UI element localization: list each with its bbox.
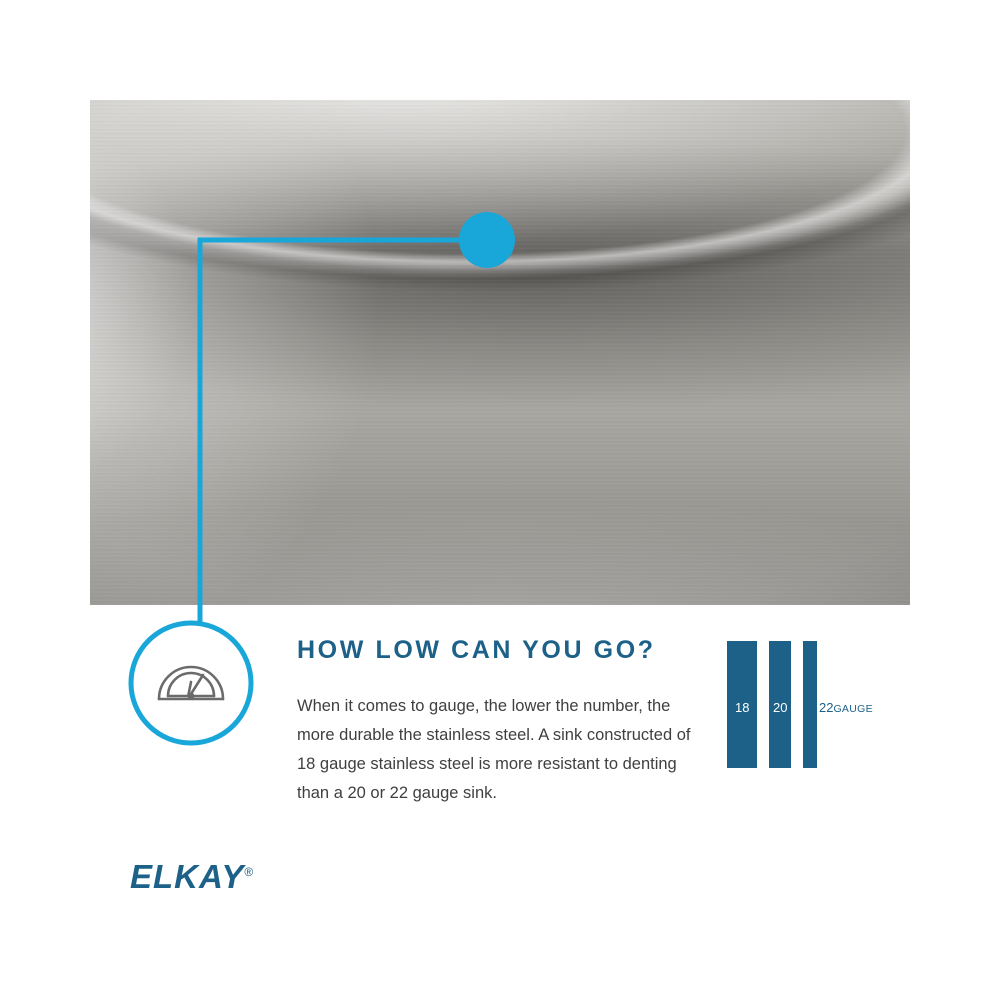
- registered-mark: ®: [244, 865, 255, 879]
- gauge-needle-pivot: [188, 693, 195, 700]
- gauge-bar-label-22-number: 22: [819, 700, 834, 715]
- body-paragraph: When it comes to gauge, the lower the number, the more durable the stainless steel. A sink constructed of 18 gauge stainless steel is more resistant to denting than a 20 or 22 gauge sink.: [297, 697, 691, 802]
- elkay-logo-text: ELKAY: [130, 858, 245, 895]
- gauge-bar-22: [803, 641, 817, 768]
- photo-vignette: [90, 100, 910, 605]
- gauge-bar-label-suffix: GAUGE: [833, 703, 873, 715]
- hero-photo-stainless-steel: [90, 100, 910, 605]
- page-title: HOW LOW CAN YOU GO?: [297, 636, 656, 664]
- gauge-thickness-diagram: [727, 641, 877, 771]
- elkay-logo: [130, 858, 255, 895]
- gauge-bar-label-20: 20: [773, 700, 788, 715]
- gauge-icon-badge: [128, 620, 254, 746]
- gauge-bar-label-22: [819, 701, 873, 715]
- gauge-bar-label-18: 18: [735, 700, 750, 715]
